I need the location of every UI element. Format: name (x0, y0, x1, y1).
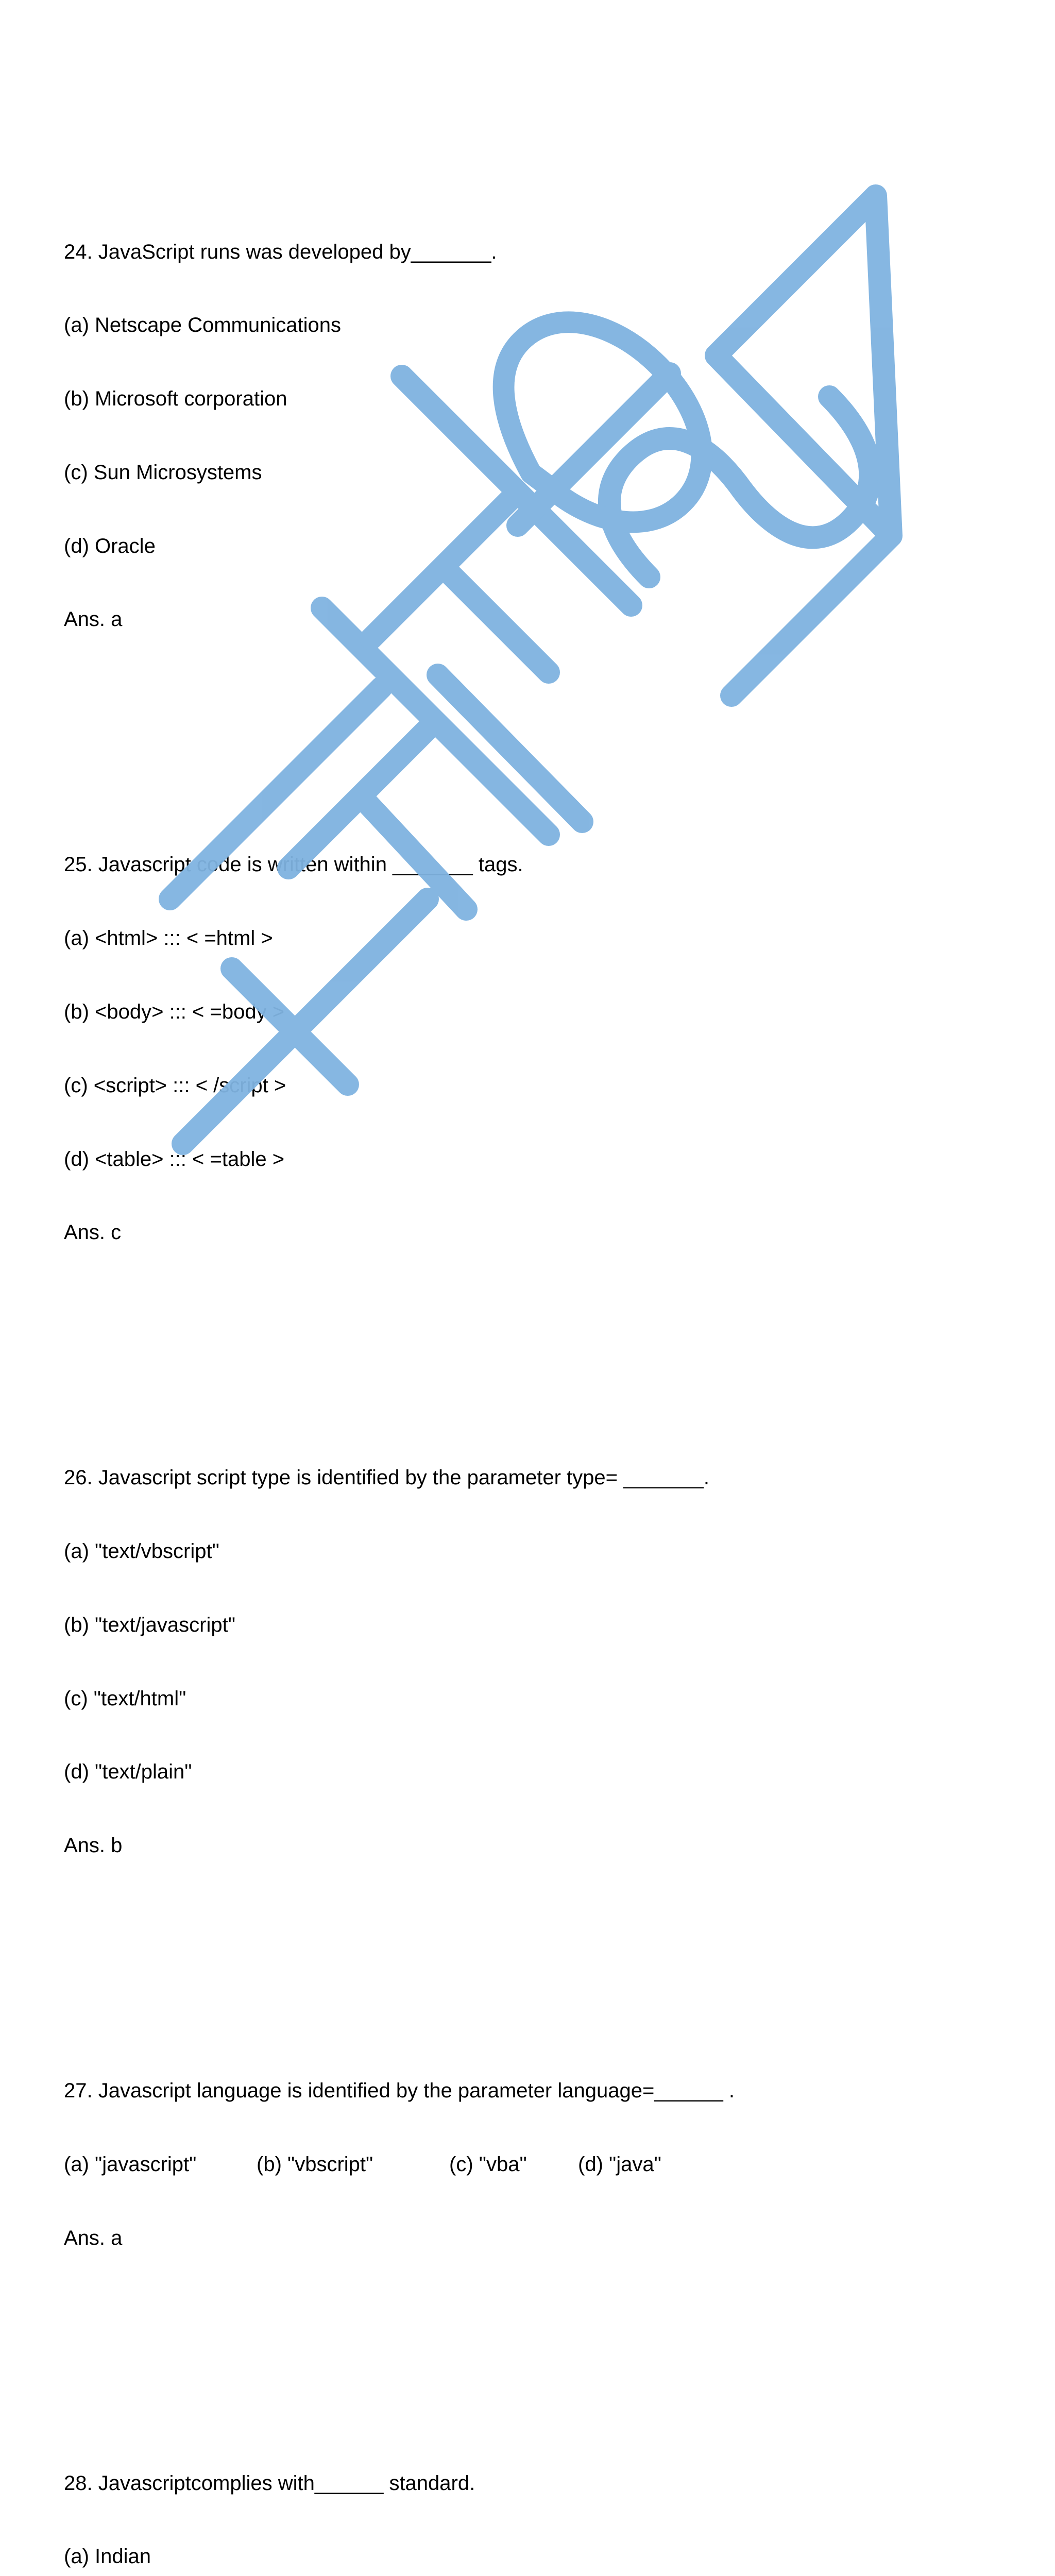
option-b: (b) "vbscript" (257, 2153, 373, 2176)
question-block-24 (64, 191, 1022, 681)
answer-text: Ans. b (64, 1834, 123, 1857)
answer-text: Ans. a (64, 608, 123, 631)
question-text: 24. JavaScript runs was developed by_______. (64, 240, 497, 263)
option-d: (d) "text/plain" (64, 1760, 192, 1784)
option-d: (d) "java" (578, 2153, 661, 2176)
option-b: (b) <body> ::: < =body > (64, 1000, 285, 1023)
option-b: (b) "text/javascript" (64, 1613, 235, 1636)
option-a: (a) <html> ::: < =html > (64, 927, 273, 950)
option-c: (c) Sun Microsystems (64, 461, 262, 484)
option-d: (d) <table> ::: < =table > (64, 1147, 285, 1171)
option-a: (a) "text/vbscript" (64, 1540, 219, 1563)
options-row (64, 2153, 1022, 2177)
answer-text: Ans. a (64, 2226, 123, 2249)
option-c: (c) "text/html" (64, 1687, 186, 1710)
question-block-27 (64, 2030, 1022, 2300)
option-a: (a) "javascript" (64, 2153, 197, 2176)
answer-text: Ans. c (64, 1221, 122, 1244)
option-a: (a) Indian (64, 2545, 151, 2568)
option-b: (b) Microsoft corporation (64, 387, 287, 411)
question-text: 27. Javascript language is identified by the parameter language=______ . (64, 2079, 735, 2103)
option-c: (c) <script> ::: < /script > (64, 1074, 286, 1097)
question-block-28 (64, 2422, 1022, 2576)
mcq-content (64, 93, 1022, 2576)
option-c: (c) "vba" (449, 2153, 527, 2176)
option-d: (d) Oracle (64, 534, 156, 557)
question-block-25 (64, 804, 1022, 1294)
question-text: 26. Javascript script type is identified by the parameter type= _______. (64, 1466, 709, 1489)
question-text: 28. Javascriptcomplies with______ standard. (64, 2471, 475, 2495)
question-block-26 (64, 1417, 1022, 1907)
option-a: (a) Netscape Communications (64, 314, 341, 337)
question-text: 25. Javascript code is written within _______ tags. (64, 853, 523, 876)
